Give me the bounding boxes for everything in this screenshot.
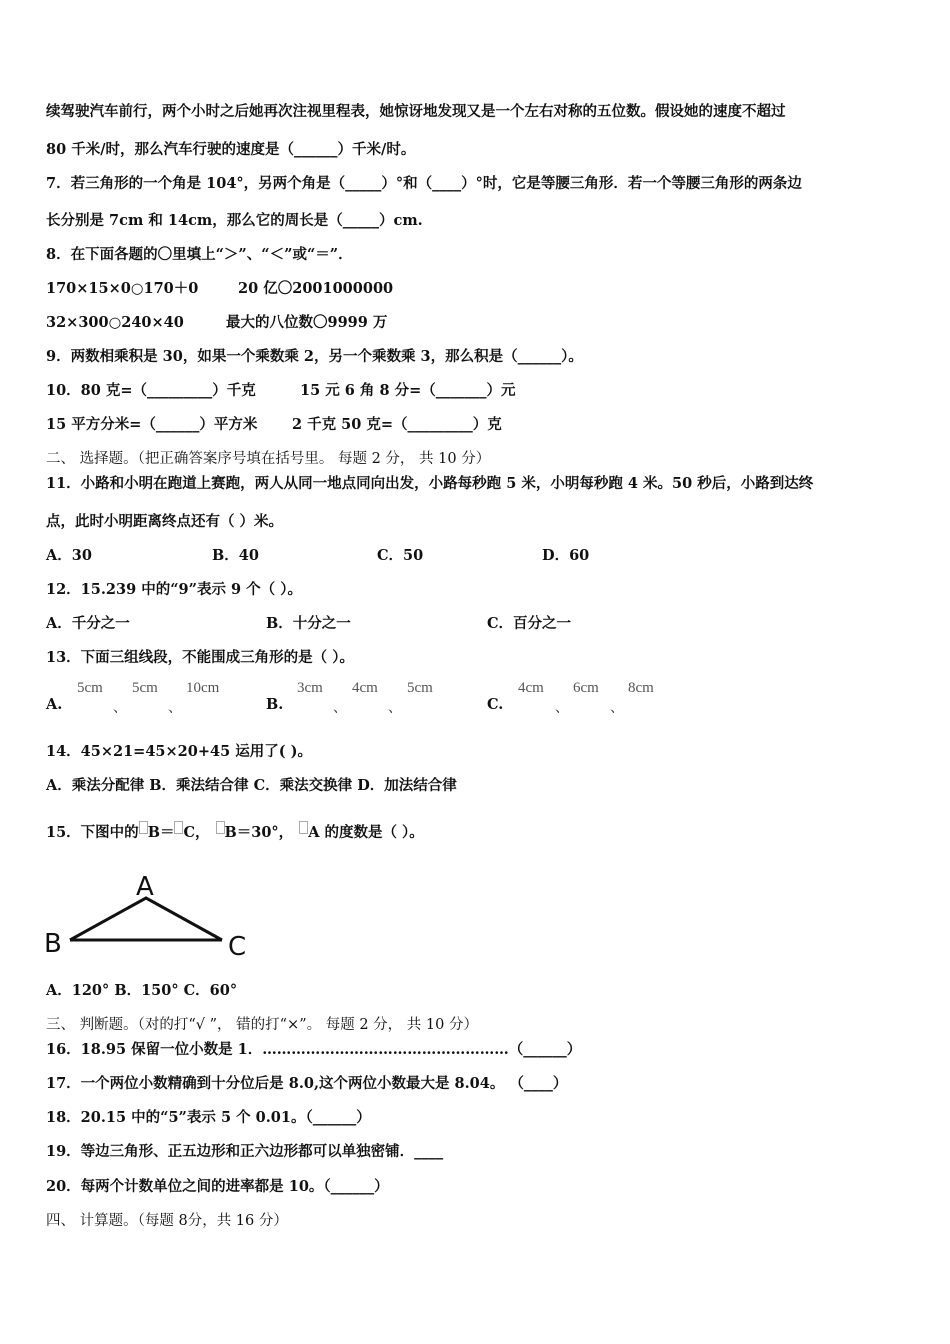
triangle-sides: [70, 898, 222, 940]
q20: 20．每两个计数单位之间的进率都是 10。（______）: [46, 1178, 389, 1195]
q13-option-b-label: B.: [266, 696, 284, 713]
q8-item-b: 20 亿〇2001000000: [238, 280, 394, 297]
q12-option-c: C．百分之一: [487, 615, 572, 632]
q13-b-sep2: 、: [388, 700, 402, 716]
q11-line2: 点，此时小明距离终点还有（ ）米。: [46, 513, 284, 530]
q18: 18．20.15 中的“5”表示 5 个 0.01。（______）: [46, 1109, 371, 1126]
q15-options: A．120° B．150° C．60°: [46, 982, 238, 999]
section-4-heading: 四、 计算题。（每题 8分，共 16 分）: [46, 1213, 288, 1229]
q13-option-a-label: A.: [46, 696, 63, 713]
q11-option-c: C．50: [377, 547, 424, 564]
q13-a-sep2: 、: [168, 700, 182, 716]
q7-line2: 长分别是 7cm 和 14cm，那么它的周长是（_____）cm.: [46, 212, 423, 229]
angle-symbol-icon: [299, 821, 308, 834]
q15-stem: [46, 823, 424, 843]
q15-stem-part1: 15．下图中的: [46, 824, 139, 841]
q6-line2: 80 千米/时，那么汽车行驶的速度是（______）千米/时。: [46, 141, 416, 158]
q14-stem: 14．45×21=45×20+45 运用了( )。: [46, 743, 312, 760]
q13-c-seg1: 4cm: [518, 680, 544, 696]
q13-b-sep1: 、: [333, 700, 347, 716]
angle-symbol-icon: [216, 821, 225, 834]
vertex-label-b: B: [44, 929, 62, 959]
q8-item-c: 32×300○240×40: [46, 314, 184, 331]
q11-option-a: A．30: [46, 547, 92, 564]
q13-b-seg3: 5cm: [407, 680, 433, 696]
q15-stem-part5: A 的度数是（ ）。: [308, 824, 424, 841]
q15-stem-part3: C，: [183, 824, 210, 841]
q12-option-a: A．千分之一: [46, 615, 130, 632]
q11-option-b: B．40: [212, 547, 259, 564]
q13-a-seg3: 10cm: [186, 680, 220, 696]
q13-a-sep1: 、: [113, 700, 127, 716]
q13-c-sep1: 、: [555, 700, 569, 716]
q8-item-a: 170×15×0○170＋0: [46, 280, 199, 297]
q8-item-d: 最大的八位数〇9999 万: [226, 314, 388, 331]
q6-line1: 续驾驶汽车前行，两个小时之后她再次注视里程表，她惊讶地发现又是一个左右对称的五位数。假设她的速度不超过: [46, 103, 786, 120]
q13-c-seg3: 8cm: [628, 680, 654, 696]
q13-a-seg2: 5cm: [132, 680, 158, 696]
vertex-label-a: A: [136, 872, 154, 902]
q10-d: 2 千克 50 克=（_________）克: [292, 416, 502, 433]
q13-b-seg1: 3cm: [297, 680, 323, 696]
q10-a: 10．80 克=（_________）千克: [46, 382, 256, 399]
q8-stem: 8．在下面各题的〇里填上“＞”、“＜”或“＝”．: [46, 246, 353, 263]
q11-line1: 11．小路和小明在跑道上赛跑，两人从同一地点同向出发，小路每秒跑 5 米，小明每秒跑 4 米。50 秒后，小路到达终: [46, 475, 814, 492]
section-3-heading: 三、 判断题。（对的打“√ ”， 错的打“×”。 每题 2 分， 共 10 分）: [46, 1017, 478, 1033]
q12-option-b: B．十分之一: [266, 615, 351, 632]
q19: 19．等边三角形、正五边形和正六边形都可以单独密铺．____: [46, 1143, 444, 1160]
q11-option-d: D．60: [542, 547, 590, 564]
q7-line1: 7．若三角形的一个角是 104°，另两个角是（_____）°和（____）°时，它是等腰三角形．若一个等腰三角形的两条边: [46, 175, 802, 192]
q15-stem-part2: B＝: [147, 824, 175, 841]
q13-b-seg2: 4cm: [352, 680, 378, 696]
vertex-label-c: C: [228, 932, 247, 962]
q13-c-seg2: 6cm: [573, 680, 599, 696]
q13-stem: 13．下面三组线段，不能围成三角形的是（ ）。: [46, 649, 354, 666]
q13-option-c-label: C.: [487, 696, 504, 713]
q10-b: 15 元 6 角 8 分=（_______）元: [300, 382, 516, 399]
section-2-heading: 二、 选择题。（把正确答案序号填在括号里。 每题 2 分， 共 10 分）: [46, 451, 491, 467]
angle-symbol-icon: [139, 821, 148, 834]
q16: 16．18.95 保留一位小数是 1．……………………………………………（______）: [46, 1041, 582, 1058]
q12-stem: 12．15.239 中的“9”表示 9 个（ ）。: [46, 581, 302, 598]
q15-stem-part4: B＝30°，: [224, 824, 294, 841]
q14-options: A．乘法分配律 B．乘法结合律 C．乘法交换律 D．加法结合律: [46, 777, 457, 794]
q15-triangle-figure: [40, 865, 260, 965]
q10-c: 15 平方分米=（______）平方米: [46, 416, 258, 433]
q17: 17．一个两位小数精确到十分位后是 8.0,这个两位小数最大是 8.04。 （____）: [46, 1075, 568, 1092]
q13-c-sep2: 、: [610, 700, 624, 716]
q9: 9．两数相乘积是 30，如果一个乘数乘 2，另一个乘数乘 3，那么积是（______）。: [46, 348, 583, 365]
q13-a-seg1: 5cm: [77, 680, 103, 696]
